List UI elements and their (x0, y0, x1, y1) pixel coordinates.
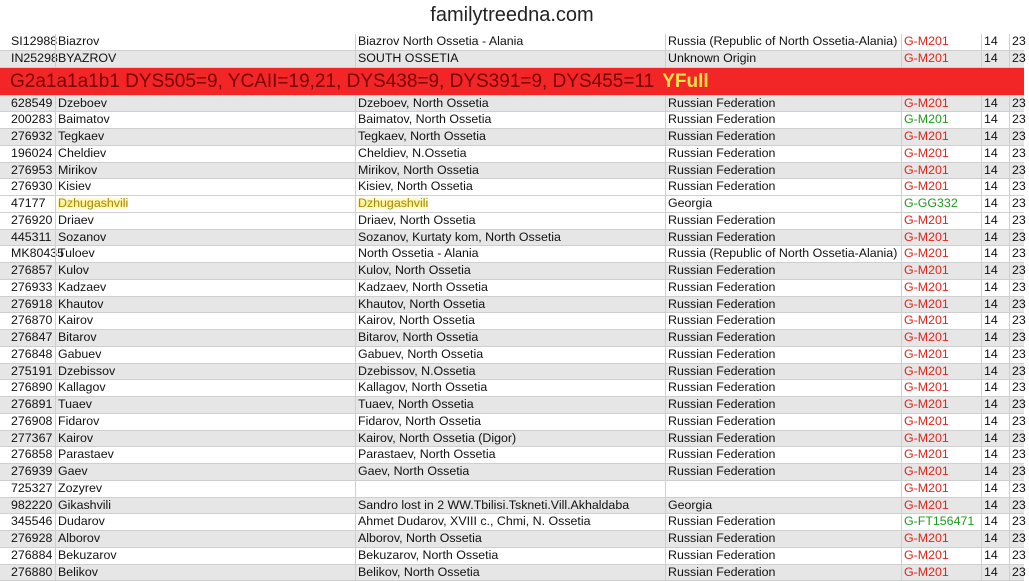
marker-cell: 23 (1009, 548, 1029, 564)
surname-cell: Fidarov (55, 414, 355, 430)
marker-cell: 14 (981, 464, 1009, 480)
haplogroup-cell: G-GG332 (901, 196, 981, 212)
marker-cell: 14 (981, 146, 1009, 162)
origin-cell: Gaev, North Ossetia (355, 464, 665, 480)
haplogroup-cell: G-M201 (901, 531, 981, 547)
marker-cell: 23 (1009, 146, 1029, 162)
origin-cell: Sozanov, Kurtaty kom, North Ossetia (355, 230, 665, 246)
marker-cell: 14 (981, 498, 1009, 514)
kit-cell: 345546 (9, 514, 55, 530)
marker-cell: 14 (981, 414, 1009, 430)
marker-cell: 14 (981, 96, 1009, 112)
highlighter-mark: Dzhugashvili (58, 196, 128, 210)
haplogroup-cell: G-M201 (901, 230, 981, 246)
marker-cell: 23 (1009, 447, 1029, 463)
surname-cell: Parastaev (55, 447, 355, 463)
country-cell: Russian Federation (665, 347, 901, 363)
country-cell (665, 481, 901, 497)
country-cell: Russian Federation (665, 431, 901, 447)
country-cell: Russian Federation (665, 263, 901, 279)
origin-cell: Kallagov, North Ossetia (355, 380, 665, 396)
country-cell: Russian Federation (665, 163, 901, 179)
haplogroup-cell: G-M201 (901, 163, 981, 179)
origin-cell: SOUTH OSSETIA (355, 51, 665, 67)
haplogroup-cell: G-FT156471 (901, 514, 981, 530)
marker-cell: 23 (1009, 380, 1029, 396)
table-row (0, 230, 1024, 247)
origin-cell: Cheldiev, N.Ossetia (355, 146, 665, 162)
country-cell: Unknown Origin (665, 51, 901, 67)
kit-cell: 276890 (9, 380, 55, 396)
origin-cell: North Ossetia - Alania (355, 246, 665, 262)
origin-cell: Tegkaev, North Ossetia (355, 129, 665, 145)
haplogroup-cell: G-M201 (901, 246, 981, 262)
surname-cell: Kallagov (55, 380, 355, 396)
table-row (0, 514, 1024, 531)
surname-cell: Kisiev (55, 179, 355, 195)
table-row (0, 548, 1024, 565)
marker-cell: 23 (1009, 263, 1029, 279)
haplogroup-cell: G-M201 (901, 34, 981, 50)
marker-cell: 14 (981, 246, 1009, 262)
watermark-bar (0, 0, 1024, 34)
highlighter-mark: Dzhugashvili (358, 196, 428, 210)
haplogroup-cell: G-M201 (901, 364, 981, 380)
haplogroup-cell: G-M201 (901, 464, 981, 480)
marker-cell: 23 (1009, 297, 1029, 313)
marker-cell: 23 (1009, 414, 1029, 430)
haplogroup-cell: G-M201 (901, 179, 981, 195)
kit-cell: 276848 (9, 347, 55, 363)
table-row (0, 263, 1024, 280)
table-row (0, 146, 1024, 163)
kit-cell: SI12988 (9, 34, 55, 50)
haplogroup-cell: G-M201 (901, 146, 981, 162)
country-cell: Russian Federation (665, 464, 901, 480)
origin-cell: Ahmet Dudarov, XVIII c., Chmi, N. Ossetia (355, 514, 665, 530)
marker-cell: 14 (981, 297, 1009, 313)
haplogroup-cell: G-M201 (901, 263, 981, 279)
marker-cell: 23 (1009, 431, 1029, 447)
table-row (0, 129, 1024, 146)
table-row (0, 280, 1024, 297)
country-cell: Russia (Republic of North Ossetia-Alania) (665, 246, 901, 262)
marker-cell: 14 (981, 364, 1009, 380)
surname-cell: Dzeboev (55, 96, 355, 112)
origin-cell: Driaev, North Ossetia (355, 213, 665, 229)
haplogroup-cell: G-M201 (901, 330, 981, 346)
top-rows (0, 34, 1024, 68)
marker-cell: 14 (981, 280, 1009, 296)
kit-cell: 276939 (9, 464, 55, 480)
table-row (0, 431, 1024, 448)
origin-cell: Kadzaev, North Ossetia (355, 280, 665, 296)
marker-cell: 23 (1009, 112, 1029, 128)
haplogroup-cell: G-M201 (901, 481, 981, 497)
results-table (0, 34, 1024, 581)
marker-cell: 14 (981, 380, 1009, 396)
surname-cell: Kulov (55, 263, 355, 279)
marker-cell: 14 (981, 330, 1009, 346)
surname-cell: Mirikov (55, 163, 355, 179)
origin-cell: Tuaev, North Ossetia (355, 397, 665, 413)
kit-cell: 276908 (9, 414, 55, 430)
surname-cell: BYAZROV (55, 51, 355, 67)
haplogroup-cell: G-M201 (901, 280, 981, 296)
kit-cell: 276930 (9, 179, 55, 195)
marker-cell: 14 (981, 230, 1009, 246)
country-cell: Russian Federation (665, 179, 901, 195)
marker-cell: 23 (1009, 34, 1029, 50)
table-row (0, 179, 1024, 196)
kit-cell: MK80435 (9, 246, 55, 262)
kit-cell: 277367 (9, 431, 55, 447)
kit-cell: 276928 (9, 531, 55, 547)
kit-cell: 276880 (9, 565, 55, 581)
table-row (0, 531, 1024, 548)
origin-cell (355, 196, 665, 212)
country-cell: Russian Federation (665, 380, 901, 396)
haplogroup-cell: G-M201 (901, 213, 981, 229)
marker-cell: 23 (1009, 364, 1029, 380)
marker-cell: 23 (1009, 179, 1029, 195)
marker-cell: 14 (981, 263, 1009, 279)
marker-cell: 14 (981, 179, 1009, 195)
country-cell: Russian Federation (665, 129, 901, 145)
table-row (0, 112, 1024, 129)
table-row (0, 96, 1024, 113)
table-row (0, 447, 1024, 464)
country-cell: Russian Federation (665, 330, 901, 346)
marker-cell: 14 (981, 34, 1009, 50)
marker-cell: 14 (981, 565, 1009, 581)
surname-cell: Khautov (55, 297, 355, 313)
marker-cell: 23 (1009, 313, 1029, 329)
country-cell: Russian Federation (665, 297, 901, 313)
marker-cell: 23 (1009, 129, 1029, 145)
table-row (0, 297, 1024, 314)
yfull-link[interactable]: YFull (662, 71, 708, 92)
marker-cell: 23 (1009, 565, 1029, 581)
surname-cell: Baimatov (55, 112, 355, 128)
haplogroup-cell: G-M201 (901, 431, 981, 447)
marker-cell: 14 (981, 531, 1009, 547)
country-cell: Georgia (665, 498, 901, 514)
origin-cell: Kairov, North Ossetia (Digor) (355, 431, 665, 447)
table-row (0, 330, 1024, 347)
country-cell: Russian Federation (665, 447, 901, 463)
table-row (0, 163, 1024, 180)
origin-cell: Sandro lost in 2 WW.Tbilisi.Tskneti.Vill.Akhaldaba (355, 498, 665, 514)
main-rows (0, 96, 1024, 581)
haplogroup-cell: G-M201 (901, 297, 981, 313)
origin-cell: Parastaev, North Ossetia (355, 447, 665, 463)
surname-cell: Bekuzarov (55, 548, 355, 564)
marker-cell: 23 (1009, 397, 1029, 413)
marker-cell: 14 (981, 196, 1009, 212)
surname-cell: Sozanov (55, 230, 355, 246)
country-cell: Russian Federation (665, 230, 901, 246)
marker-cell: 23 (1009, 280, 1029, 296)
haplogroup-cell: G-M201 (901, 498, 981, 514)
kit-cell: 47177 (9, 196, 55, 212)
surname-cell: Kairov (55, 313, 355, 329)
site-watermark: familytreedna.com (0, 4, 1024, 27)
marker-cell: 23 (1009, 498, 1029, 514)
marker-cell: 14 (981, 481, 1009, 497)
surname-cell: Tuloev (55, 246, 355, 262)
haplogroup-cell: G-M201 (901, 129, 981, 145)
kit-cell: 276933 (9, 280, 55, 296)
surname-cell: Tuaev (55, 397, 355, 413)
country-cell: Russian Federation (665, 414, 901, 430)
marker-cell: 14 (981, 548, 1009, 564)
marker-cell: 23 (1009, 230, 1029, 246)
table-row (0, 51, 1024, 68)
origin-cell: Alborov, North Ossetia (355, 531, 665, 547)
country-cell: Russian Federation (665, 146, 901, 162)
marker-cell: 23 (1009, 464, 1029, 480)
kit-cell: 200283 (9, 112, 55, 128)
haplogroup-cell: G-M201 (901, 397, 981, 413)
origin-cell: Kisiev, North Ossetia (355, 179, 665, 195)
origin-cell: Khautov, North Ossetia (355, 297, 665, 313)
table-row (0, 313, 1024, 330)
kit-cell: 276870 (9, 313, 55, 329)
marker-cell: 23 (1009, 213, 1029, 229)
surname-cell: Alborov (55, 531, 355, 547)
origin-cell: Dzebissov, N.Ossetia (355, 364, 665, 380)
kit-cell: 276891 (9, 397, 55, 413)
surname-cell: Bitarov (55, 330, 355, 346)
subclade-banner (0, 68, 1024, 96)
marker-cell: 23 (1009, 481, 1029, 497)
table-row (0, 246, 1024, 263)
kit-cell: 628549 (9, 96, 55, 112)
kit-cell: 276847 (9, 330, 55, 346)
marker-cell: 23 (1009, 531, 1029, 547)
origin-cell: Kairov, North Ossetia (355, 313, 665, 329)
table-row (0, 565, 1024, 581)
surname-cell: Kadzaev (55, 280, 355, 296)
marker-cell: 14 (981, 129, 1009, 145)
table-row (0, 464, 1024, 481)
surname-cell: Gabuev (55, 347, 355, 363)
surname-cell: Gikashvili (55, 498, 355, 514)
origin-cell: Kulov, North Ossetia (355, 263, 665, 279)
table-row (0, 397, 1024, 414)
surname-cell: Belikov (55, 565, 355, 581)
subclade-banner-text: G2a1a1a1b1 DYS505=9, YCAII=19,21, DYS438=9, DYS391=9, DYS455=11 (10, 71, 654, 92)
country-cell: Russian Federation (665, 313, 901, 329)
marker-cell: 14 (981, 213, 1009, 229)
haplogroup-cell: G-M201 (901, 112, 981, 128)
kit-cell: 276858 (9, 447, 55, 463)
surname-cell: Driaev (55, 213, 355, 229)
haplogroup-cell: G-M201 (901, 51, 981, 67)
table-row (0, 34, 1024, 51)
haplogroup-cell: G-M201 (901, 96, 981, 112)
marker-cell: 14 (981, 51, 1009, 67)
kit-cell: IN25298 (9, 51, 55, 67)
kit-cell: 275191 (9, 364, 55, 380)
marker-cell: 23 (1009, 347, 1029, 363)
haplogroup-cell: G-M201 (901, 414, 981, 430)
surname-cell: Kairov (55, 431, 355, 447)
origin-cell: Bitarov, North Ossetia (355, 330, 665, 346)
country-cell: Russia (Republic of North Ossetia-Alania) (665, 34, 901, 50)
table-row (0, 380, 1024, 397)
table-row (0, 364, 1024, 381)
kit-cell: 276884 (9, 548, 55, 564)
origin-cell: Fidarov, North Ossetia (355, 414, 665, 430)
haplogroup-cell: G-M201 (901, 313, 981, 329)
marker-cell: 14 (981, 163, 1009, 179)
country-cell: Russian Federation (665, 364, 901, 380)
country-cell: Russian Federation (665, 514, 901, 530)
table-row (0, 414, 1024, 431)
country-cell: Russian Federation (665, 96, 901, 112)
marker-cell: 23 (1009, 246, 1029, 262)
surname-cell: Tegkaev (55, 129, 355, 145)
marker-cell: 14 (981, 347, 1009, 363)
kit-cell: 445311 (9, 230, 55, 246)
surname-cell: Dzebissov (55, 364, 355, 380)
table-row (0, 498, 1024, 515)
haplogroup-cell: G-M201 (901, 565, 981, 581)
marker-cell: 23 (1009, 51, 1029, 67)
haplogroup-cell: G-M201 (901, 548, 981, 564)
marker-cell: 14 (981, 313, 1009, 329)
marker-cell: 23 (1009, 96, 1029, 112)
kit-cell: 276920 (9, 213, 55, 229)
surname-cell: Dudarov (55, 514, 355, 530)
marker-cell: 14 (981, 431, 1009, 447)
surname-cell: Gaev (55, 464, 355, 480)
origin-cell: Mirikov, North Ossetia (355, 163, 665, 179)
kit-cell: 196024 (9, 146, 55, 162)
origin-cell: Belikov, North Ossetia (355, 565, 665, 581)
surname-cell: Cheldiev (55, 146, 355, 162)
surname-cell: Biazrov (55, 34, 355, 50)
haplogroup-cell: G-M201 (901, 447, 981, 463)
table-row (0, 347, 1024, 364)
origin-cell: Dzeboev, North Ossetia (355, 96, 665, 112)
marker-cell: 14 (981, 397, 1009, 413)
marker-cell: 14 (981, 112, 1009, 128)
country-cell: Russian Federation (665, 565, 901, 581)
marker-cell: 14 (981, 514, 1009, 530)
kit-cell: 725327 (9, 481, 55, 497)
table-row (0, 213, 1024, 230)
table-row (0, 196, 1024, 213)
kit-cell: 982220 (9, 498, 55, 514)
marker-cell: 23 (1009, 330, 1029, 346)
kit-cell: 276953 (9, 163, 55, 179)
kit-cell: 276932 (9, 129, 55, 145)
origin-cell: Biazrov North Ossetia - Alania (355, 34, 665, 50)
marker-cell: 23 (1009, 514, 1029, 530)
origin-cell: Gabuev, North Ossetia (355, 347, 665, 363)
kit-cell: 276918 (9, 297, 55, 313)
surname-cell (55, 196, 355, 212)
haplogroup-cell: G-M201 (901, 347, 981, 363)
country-cell: Russian Federation (665, 213, 901, 229)
country-cell: Russian Federation (665, 112, 901, 128)
origin-cell (355, 481, 665, 497)
haplogroup-cell: G-M201 (901, 380, 981, 396)
table-row (0, 481, 1024, 498)
origin-cell: Bekuzarov, North Ossetia (355, 548, 665, 564)
marker-cell: 14 (981, 447, 1009, 463)
country-cell: Russian Federation (665, 280, 901, 296)
country-cell: Russian Federation (665, 548, 901, 564)
country-cell: Georgia (665, 196, 901, 212)
surname-cell: Zozyrev (55, 481, 355, 497)
origin-cell: Baimatov, North Ossetia (355, 112, 665, 128)
kit-cell: 276857 (9, 263, 55, 279)
marker-cell: 23 (1009, 196, 1029, 212)
marker-cell: 23 (1009, 163, 1029, 179)
country-cell: Russian Federation (665, 397, 901, 413)
country-cell: Russian Federation (665, 531, 901, 547)
